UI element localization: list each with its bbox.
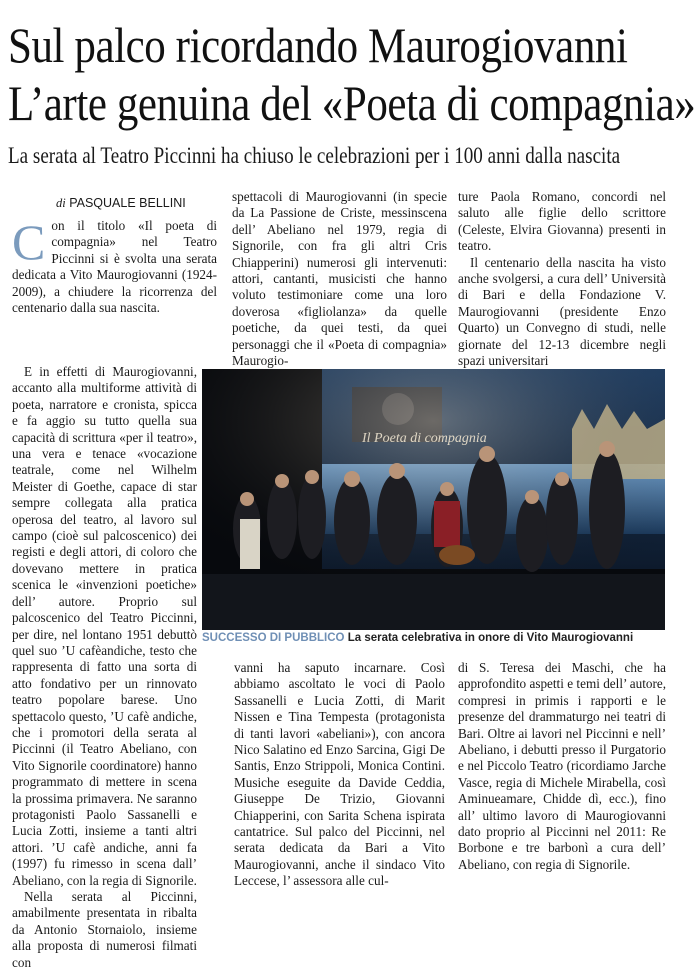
article-paragraph: spettacoli di Maurogiovanni (in specie da La Passione de Criste, messinscena dell’ Abeliano nel 1979, regia di Signorile, con fra gli altri Cris Chiapperini) numerosi gli intervenuti: attori, cantanti, musicisti che hanno voluto testimoniare come una loro doverosa «figliolanza» da quelle poetiche, da quei testi, da quei personaggi che il «Poeta di compagnia» Maurogio-	[232, 189, 447, 369]
headline-line-2: L’arte genuina del «Poeta di compagnia»	[8, 75, 695, 131]
caption-lead: SUCCESSO DI PUBBLICO	[202, 632, 345, 644]
article-column-1-bottom	[12, 364, 197, 970]
caption-text: La serata celebrativa in onore di Vito Maurogiovanni	[347, 632, 634, 644]
byline	[56, 196, 186, 211]
byline-author: PASQUALE BELLINI	[69, 196, 186, 210]
article-column-3-top	[458, 189, 666, 369]
article-paragraph: di S. Teresa dei Maschi, che ha approfondito aspetti e temi dell’ autore, compresi in primis i rapporti e le presenze del drammaturgo nei teatri di Bari. Oltre ai lavori nel Piccinni e nell’ Abeliano, i debutti presso il Purgatorio e nel Piccolo Teatro (ricordiamo Jarche Vasce, regia di Michele Mirabella, così Aminueamare, Chidde dì, ecc.), fino all’ ultimo lavoro di Maurogiovanni dato proprio al Piccinni nel 2011: Re Borbone e tre barbonì a cura dell’ Abeliano, con regia di Signorile.	[458, 660, 666, 872]
article-column-3-bottom	[458, 660, 666, 888]
article-paragraph: Nella serata al Piccinni, amabilmente presentata in ribalta da Antonio Stornaiolo, insieme alla proposta di numerosi filmati con	[12, 889, 197, 970]
article-paragraph: Il centenario della nascita ha visto anche svolgersi, a cura dell’ Università di Bari e della Fondazione V. Maurogiovanni (presidente Enzo Quarto) un Convegno di studi, nelle giornate del 12-13 dicembre negli spazi universitari	[458, 254, 666, 369]
article-column-2-top	[232, 189, 447, 369]
drop-cap: C	[12, 214, 46, 270]
byline-prefix: di	[56, 196, 66, 210]
article-paragraph: on il titolo «Il poeta di compagnia» nel Teatro Piccinni si è svolta una serata dedicata a Vito Maurogiovanni (1924-2009), a chiudere la ricorrenza del centenario dalla sua nascita.	[12, 218, 217, 316]
headline-line-1: Sul palco ricordando Maurogiovanni	[8, 17, 628, 73]
stage-photo	[202, 369, 665, 630]
article-paragraph: vanni ha saputo incarnare. Così abbiamo ascoltato le voci di Paolo Sassanelli e Lucia Zotti, di Marit Nissen e Tina Tempesta (protagonista di tanti lavori «abeliani»), con ancora Nico Salatino ed Enzo Sarcina, Gigi De Santis, Enzo Strippoli, Monica Contini. Musiche eseguite da Davide Ceddia, Giuseppe De Trizio, Giovanni Chiapperini, con Sarita Schena ispirata cantatrice. Sul palco del Piccinni, nel serata dedicata da Bari a Vito Maurogiovanni, anche il sindaco Vito Leccese, l’ assessora alle cul-	[234, 660, 445, 889]
stage-photo-illustration	[202, 369, 665, 630]
article-paragraph: E in effetti di Maurogiovanni, accanto alla multiforme attività di poeta, narratore e cronista, spicca e fa aggio su tutto quella sua capacità di scrittura «per il teatro», una vera e tenace «vocazione teatrale, come nel Wilhelm Meister di Goethe, capace di star sempre collegata alla pratica operosa del teatro, al lavoro sul campo (cioè sul palcoscenico) dei registi e degli attori, di coloro che dovevano mettere in pratica scenica le «invenzioni poetiche» dell’ autore. Proprio sul palcoscenico del Teatro Piccinni, per dire, nel lontano 1951 debuttò quel suo ’U cafèandiche, testo che rappresenta di fatto una sorta di atto fondativo per un rinnovato teatro popolare barese. Uno spettacolo questo, ’U cafè andiche, che i promotori della serata al Piccinni (il Teatro Abeliano, con Vito Signorile coordinatore) hanno programmato di mettere in scena la prossima primavera. Ne saranno protagonisti Paolo Sassanelli e Lucia Zotti, insieme a tanti altri attori. ’U cafè andiche, anni fa (1997) fu rimesso in scena dall’ Abeliano, con la regia di Signorile.	[12, 364, 197, 888]
article-paragraph: ture Paola Romano, concordi nel saluto alle figlie dello scrittore (Celeste, Elvira Giovanna) presenti in teatro.	[458, 189, 666, 254]
photo-caption	[202, 632, 668, 644]
article-column-1-top	[12, 214, 217, 364]
subheadline: La serata al Teatro Piccinni ha chiuso le celebrazioni per i 100 anni dalla nascita	[8, 143, 621, 168]
article-column-2-bottom	[234, 660, 445, 888]
